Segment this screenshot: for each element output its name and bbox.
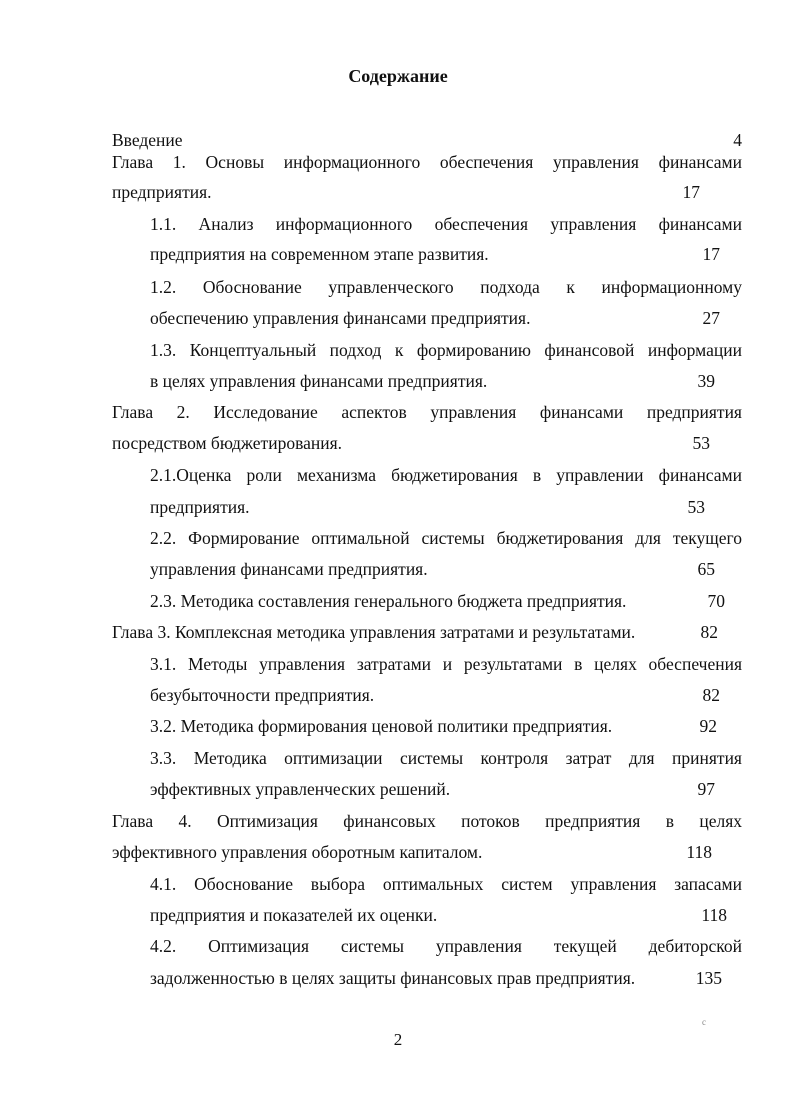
toc-section-text: предприятия. bbox=[150, 497, 250, 517]
toc-section-text: 2.3. Методика составления генерального бюджета предприятия. bbox=[150, 591, 627, 611]
toc-page-number: 118 bbox=[686, 842, 712, 862]
toc-chapter-text: Глава 3. Комплексная методика управления затратами и результатами. bbox=[112, 622, 636, 642]
page-title: Содержание bbox=[348, 66, 448, 86]
toc-page-number: 17 bbox=[682, 182, 700, 202]
toc-section-text: 1.2. Обоснование управленческого подхода к информационному bbox=[150, 277, 742, 297]
toc-page-number: 53 bbox=[687, 497, 705, 517]
toc-chapter-text: Глава 1. Основы информационного обеспечения управления финансами bbox=[112, 152, 742, 172]
toc-page-number: 92 bbox=[699, 716, 717, 736]
toc-section-text: 3.1. Методы управления затратами и результатами в целях обеспечения bbox=[150, 654, 742, 674]
toc-chapter-text: предприятия. bbox=[112, 182, 212, 202]
toc-section-text: управления финансами предприятия. bbox=[150, 559, 428, 579]
toc-section-text: 2.1.Оценка роли механизма бюджетирования в управлении финансами bbox=[150, 465, 742, 485]
toc-section-text: обеспечению управления финансами предприятия. bbox=[150, 308, 531, 328]
toc-section-text: предприятия на современном этапе развития. bbox=[150, 244, 489, 264]
toc-section-text: 4.1. Обоснование выбора оптимальных систем управления запасами bbox=[150, 874, 742, 894]
toc-page-number: 65 bbox=[697, 559, 715, 579]
toc-page-number: 135 bbox=[695, 968, 722, 988]
toc-page-number: 97 bbox=[697, 779, 715, 799]
toc-page-number: 17 bbox=[702, 244, 720, 264]
toc-section-text: 1.1. Анализ информационного обеспечения управления финансами bbox=[150, 214, 742, 234]
toc-chapter-text: Глава 2. Исследование аспектов управления финансами предприятия bbox=[112, 402, 742, 422]
toc-section-text: безубыточности предприятия. bbox=[150, 685, 375, 705]
scan-mark: c bbox=[702, 1017, 706, 1027]
toc-page-number: 4 bbox=[733, 130, 742, 150]
toc-section-text: задолженностью в целях защиты финансовых прав предприятия. bbox=[150, 968, 636, 988]
toc-section-text: предприятия и показателей их оценки. bbox=[150, 905, 438, 925]
toc-chapter-text: эффективного управления оборотным капиталом. bbox=[112, 842, 483, 862]
toc-page-number: 82 bbox=[700, 622, 718, 642]
toc-section-text: 1.3. Концептуальный подход к формированию финансовой информации bbox=[150, 340, 742, 360]
toc-section-text: 4.2. Оптимизация системы управления текущей дебиторской bbox=[150, 936, 742, 956]
toc-chapter-text: посредством бюджетирования. bbox=[112, 433, 343, 453]
toc-entry-text: Введение bbox=[112, 130, 183, 150]
toc-page-number: 27 bbox=[702, 308, 720, 328]
toc-chapter-text: Глава 4. Оптимизация финансовых потоков предприятия в целях bbox=[112, 811, 742, 831]
toc-page-number: 39 bbox=[697, 371, 715, 391]
toc-section-text: 2.2. Формирование оптимальной системы бюджетирования для текущего bbox=[150, 528, 742, 548]
toc-section-text: эффективных управленческих решений. bbox=[150, 779, 451, 799]
toc-page-number: 118 bbox=[701, 905, 727, 925]
toc-section-text: в целях управления финансами предприятия. bbox=[150, 371, 488, 391]
toc-page-number: 70 bbox=[707, 591, 725, 611]
toc-page-number: 53 bbox=[692, 433, 710, 453]
toc-page-number: 82 bbox=[702, 685, 720, 705]
page-number: 2 bbox=[393, 1030, 403, 1049]
toc-section-text: 3.3. Методика оптимизации системы контроля затрат для принятия bbox=[150, 748, 742, 768]
toc-section-text: 3.2. Методика формирования ценовой политики предприятия. bbox=[150, 716, 613, 736]
